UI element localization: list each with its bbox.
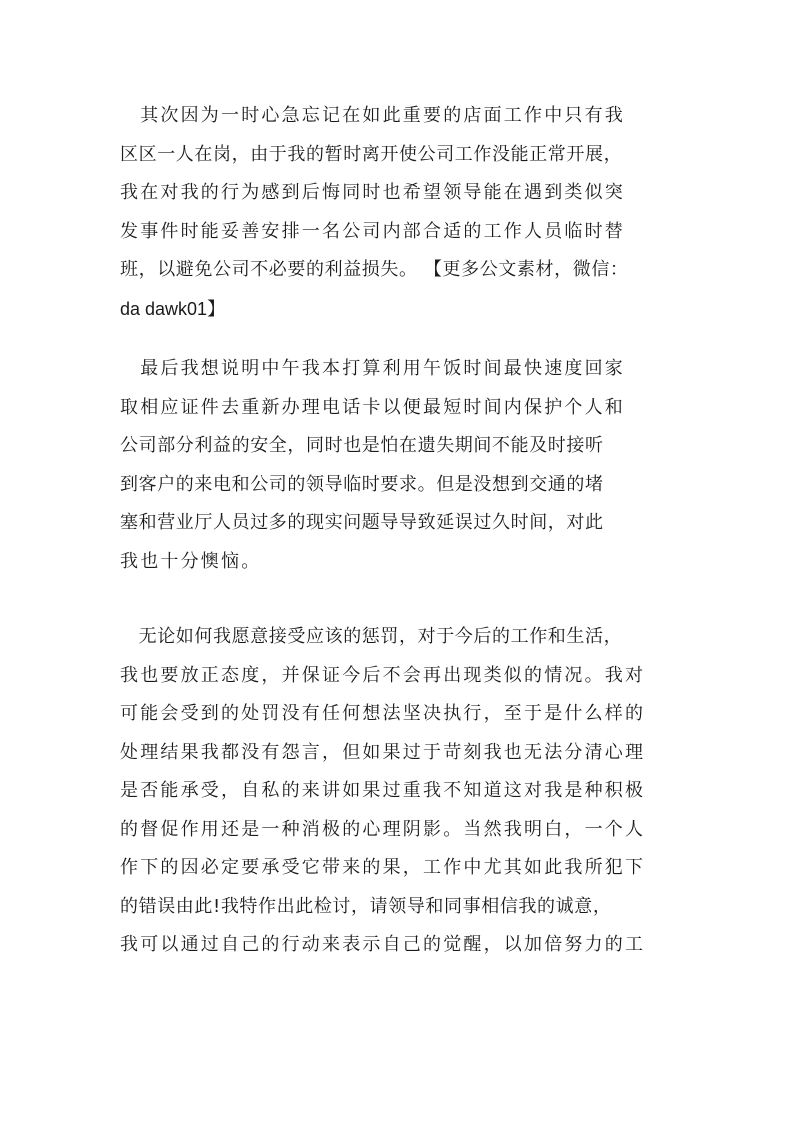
text-line: 我也要放正态度，并保证今后不会再出现类似的情况。我对: [120, 664, 646, 686]
text-line: 塞和营业厅人员过多的现实问题导导致延误过久时间，对此: [120, 512, 604, 533]
text-line: 班，以避免公司不必要的利益损失。 【更多公文素材，微信：: [120, 259, 629, 280]
text-line: 公司部分利益的安全，同时也是怕在遗失期间不能及时接听: [120, 435, 604, 456]
text-line: 的错误由此!我特作出此检讨，请领导和同事相信我的诚意，: [120, 895, 612, 917]
text-line: 可能会受到的处罚没有任何想法坚决执行，至于是什么样的: [120, 703, 646, 724]
text-line: 无论如何我愿意接受应该的惩罚，对于今后的工作和生活，: [120, 626, 623, 647]
paragraph-2: [120, 350, 680, 581]
text-line: 到客户的来电和公司的领导临时要求。但是没想到交通的堵: [120, 473, 604, 495]
text-line: da dawk01】: [120, 298, 226, 319]
text-line: 其次因为一时心急忘记在如此重要的店面工作中只有我: [120, 105, 625, 126]
text-line: 我在对我的行为感到后悔同时也希望领导能在遇到类似突: [120, 182, 625, 203]
text-line: 我可以通过自己的行动来表示自己的觉醒，以加倍努力的工: [120, 934, 646, 955]
text-line: 区区一人在岗，由于我的暂时离开使公司工作没能正常开展，: [120, 143, 623, 165]
paragraph-1: [120, 97, 680, 328]
text-line: 处理结果我都没有怨言，但如果过于苛刻我也无法分清心理: [120, 741, 646, 763]
text-line: 取相应证件去重新办理电话卡以便最短时间内保护个人和: [120, 396, 625, 418]
text-line: 发事件时能妥善安排一名公司内部合适的工作人员临时替: [120, 220, 625, 242]
text-line: 的督促作用还是一种消极的心理阴影。当然我明白，一个人: [120, 818, 646, 840]
paragraph-3: [120, 618, 680, 965]
text-line: 是否能承受，自私的来讲如果过重我不知道这对我是种积极: [120, 780, 646, 801]
text-line: 作下的因必定要承受它带来的果，工作中尤其如此我所犯下: [120, 857, 646, 878]
text-line: 我也十分懊恼。: [120, 550, 262, 572]
text-line: 最后我想说明中午我本打算利用午饭时间最快速度回家: [120, 358, 625, 379]
